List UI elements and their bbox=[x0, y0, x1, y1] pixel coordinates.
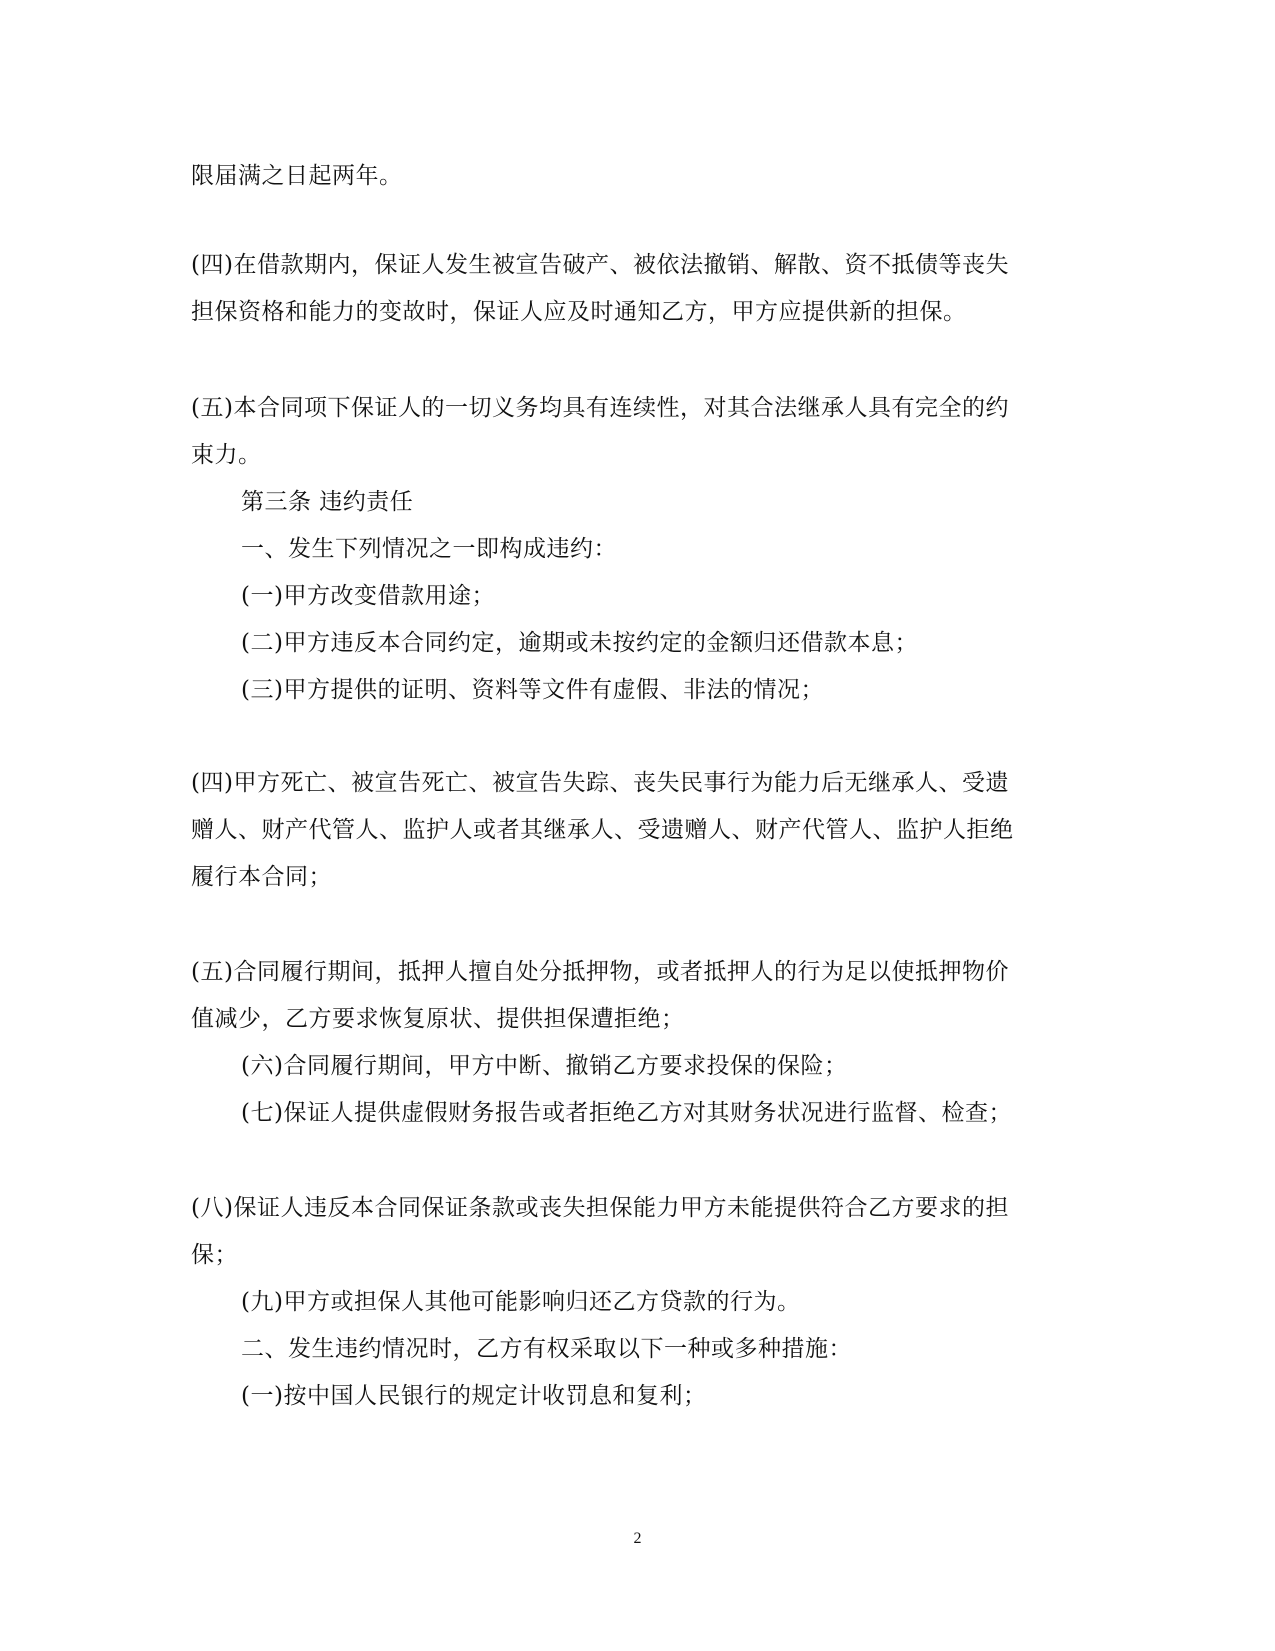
text-line: (五)本合同项下保证人的一切义务均具有连续性，对其合法继承人具有完全的约 bbox=[191, 395, 1009, 421]
text-line: 赠人、财产代管人、监护人或者其继承人、受遗赠人、财产代管人、监护人拒绝 bbox=[191, 817, 1014, 843]
text-line: 值减少，乙方要求恢复原状、提供担保遭拒绝； bbox=[191, 1006, 685, 1032]
text-line: (二)甲方违反本合同约定，逾期或未按约定的金额归还借款本息； bbox=[241, 630, 918, 656]
text-line: 保； bbox=[191, 1242, 238, 1268]
text-line: (四)甲方死亡、被宣告死亡、被宣告失踪、丧失民事行为能力后无继承人、受遗 bbox=[191, 770, 1009, 796]
text-line: 二、发生违约情况时，乙方有权采取以下一种或多种措施： bbox=[241, 1336, 852, 1362]
text-line: 一、发生下列情况之一即构成违约： bbox=[241, 536, 617, 562]
text-line: 担保资格和能力的变故时，保证人应及时通知乙方，甲方应提供新的担保。 bbox=[191, 299, 967, 325]
section-heading: 第三条 违约责任 bbox=[241, 489, 414, 515]
text-line: (八)保证人违反本合同保证条款或丧失担保能力甲方未能提供符合乙方要求的担 bbox=[191, 1195, 1009, 1221]
text-line: (六)合同履行期间，甲方中断、撤销乙方要求投保的保险； bbox=[241, 1053, 848, 1079]
text-line: (五)合同履行期间，抵押人擅自处分抵押物，或者抵押人的行为足以使抵押物价 bbox=[191, 959, 1009, 985]
text-line: 束力。 bbox=[191, 442, 262, 468]
text-line: 履行本合同； bbox=[191, 864, 332, 890]
text-line: 限届满之日起两年。 bbox=[191, 163, 403, 189]
text-line: (一)按中国人民银行的规定计收罚息和复利； bbox=[241, 1383, 707, 1409]
text-line: (九)甲方或担保人其他可能影响归还乙方贷款的行为。 bbox=[241, 1289, 801, 1315]
text-line: (七)保证人提供虚假财务报告或者拒绝乙方对其财务状况进行监督、检查； bbox=[241, 1100, 1012, 1126]
text-line: (三)甲方提供的证明、资料等文件有虚假、非法的情况； bbox=[241, 677, 824, 703]
text-line: (一)甲方改变借款用途； bbox=[241, 583, 495, 609]
page-number: 2 bbox=[633, 1530, 642, 1547]
text-line: (四)在借款期内，保证人发生被宣告破产、被依法撤销、解散、资不抵债等丧失 bbox=[191, 252, 1009, 278]
